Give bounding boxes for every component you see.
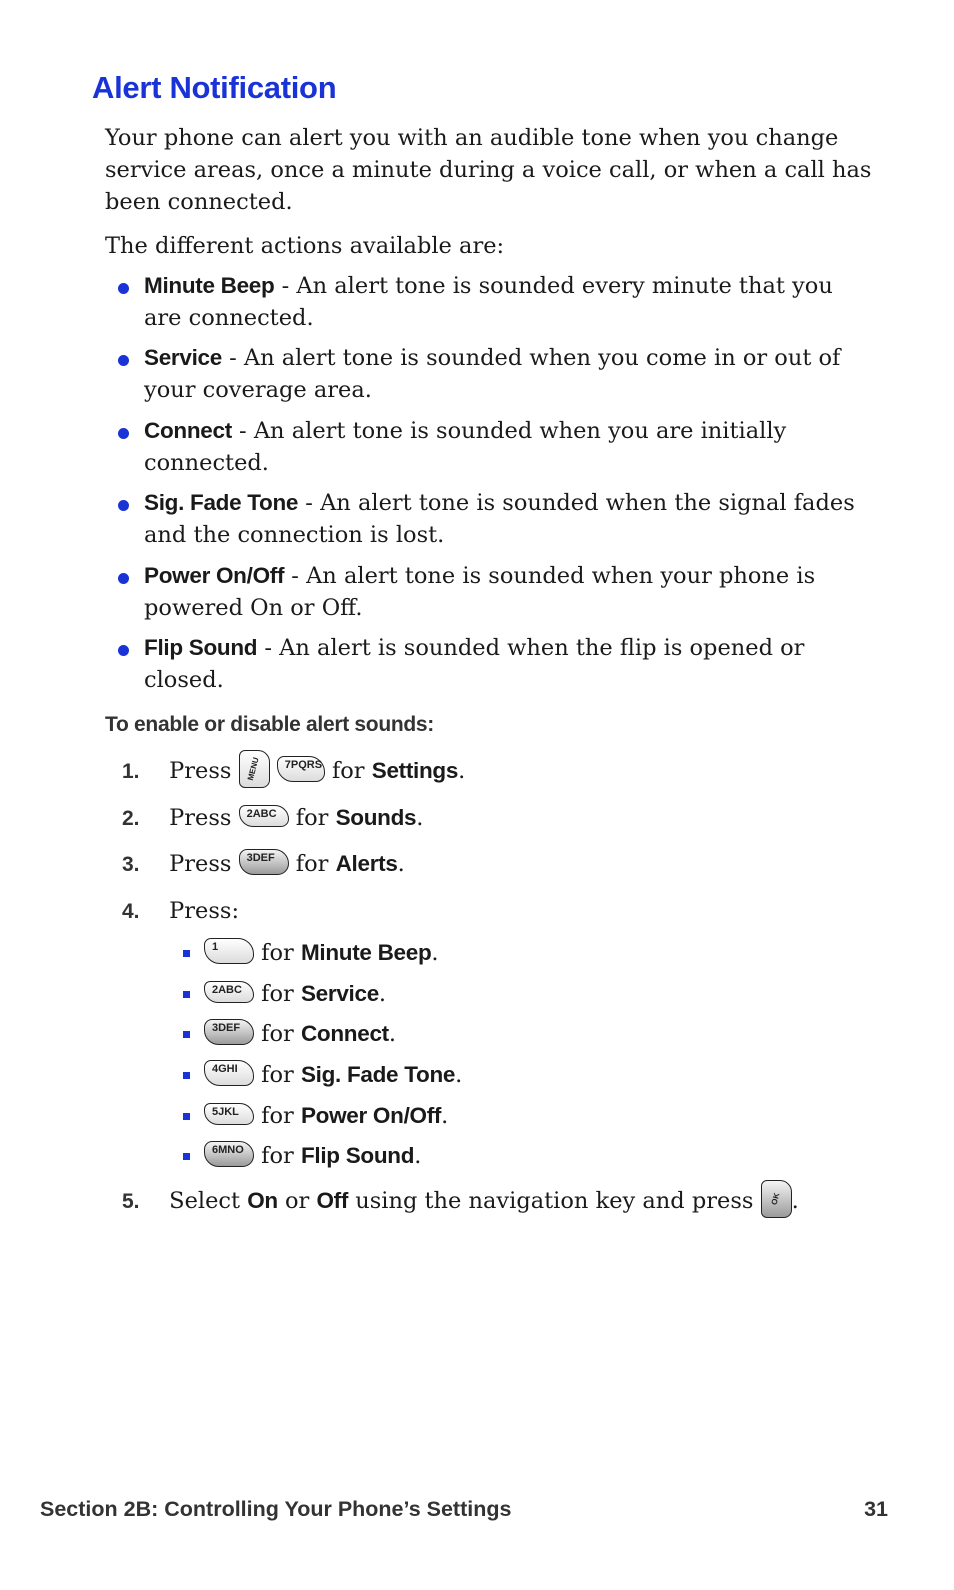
bullet-desc: - An alert is sounded when the flip is opened or closed.	[144, 635, 805, 693]
square-bullet-icon	[183, 1113, 190, 1120]
list-item	[144, 342, 874, 406]
bullet-desc: - An alert tone is sounded when you come in or out of your coverage area.	[144, 345, 841, 403]
option-end: .	[388, 1021, 397, 1047]
bullet-icon	[118, 428, 129, 439]
bullet-desc: - An alert tone is sounded when the signal fades and the connection is lost.	[144, 490, 855, 548]
procedure-heading: To enable or disable alert sounds:	[105, 713, 434, 736]
menu-key-icon	[239, 750, 270, 788]
ok-key-icon	[761, 1180, 792, 1218]
list-item	[144, 415, 874, 479]
option-for: for	[261, 981, 294, 1007]
step-verb: Press	[169, 805, 232, 831]
key-2-icon: 2ABC	[204, 981, 254, 1003]
step-end: .	[416, 805, 424, 831]
option-sig-fade-tone	[183, 1056, 883, 1094]
option-target: Flip Sound	[300, 1143, 415, 1168]
intro-paragraph: Your phone can alert you with an audible tone when you change service areas, once a minute during a voice call, or when a call has been connected.	[105, 125, 872, 215]
bullet-term: Connect	[144, 418, 232, 443]
bullet-icon	[118, 355, 129, 366]
option-for: for	[261, 1062, 294, 1088]
step-3	[122, 842, 882, 886]
step-5	[122, 1179, 882, 1223]
step-1	[122, 749, 882, 793]
option-end: .	[455, 1062, 463, 1088]
step-number: 1.	[122, 760, 140, 783]
key-6-icon: 6MNO	[204, 1141, 254, 1167]
key-3-icon: 3DEF	[204, 1019, 254, 1045]
bullet-desc: - An alert tone is sounded every minute that you are connected.	[144, 273, 833, 331]
step-number: 2.	[122, 807, 140, 830]
option-service	[183, 975, 883, 1013]
bullet-icon	[118, 500, 129, 511]
option-target: Power On/Off	[300, 1103, 442, 1128]
bullet-desc: - An alert tone is sounded when you are initially connected.	[144, 418, 787, 476]
step-4	[122, 889, 882, 933]
option-power-on-off	[183, 1097, 883, 1135]
step-rest: using the navigation key and press	[355, 1188, 754, 1214]
option-target: Sig. Fade Tone	[300, 1062, 456, 1087]
bullet-term: Minute Beep	[144, 273, 275, 298]
step-verb: Press	[169, 758, 232, 784]
bullet-icon	[118, 573, 129, 584]
step-for: for	[295, 851, 329, 877]
option-target: Service	[300, 981, 379, 1006]
option-end: .	[378, 981, 387, 1007]
option-end: .	[414, 1143, 422, 1169]
page-number: 31	[864, 1497, 888, 1521]
key-2-icon: 2ABC	[239, 805, 289, 827]
bullet-term: Flip Sound	[144, 635, 258, 660]
bullet-icon	[118, 283, 129, 294]
list-item	[144, 487, 874, 551]
step-verb: Select	[169, 1188, 241, 1214]
square-bullet-icon	[183, 1153, 190, 1160]
list-item	[144, 270, 874, 334]
actions-intro: The different actions available are:	[105, 233, 505, 259]
list-item	[144, 632, 874, 696]
key-5-icon: 5JKL	[204, 1103, 254, 1125]
option-for: for	[261, 1103, 294, 1129]
step-end: .	[397, 851, 405, 877]
step-option-off: Off	[316, 1188, 349, 1213]
square-bullet-icon	[183, 950, 190, 957]
option-flip-sound	[183, 1137, 883, 1175]
page-title: Alert Notification	[92, 70, 337, 105]
key-4-icon: 4GHI	[204, 1060, 254, 1086]
key-label: OK	[769, 1191, 782, 1206]
step-for: for	[295, 805, 329, 831]
step-option-on: On	[247, 1188, 278, 1213]
option-for: for	[261, 1021, 294, 1047]
square-bullet-icon	[183, 1072, 190, 1079]
bullet-desc: - An alert tone is sounded when your phone is powered On or Off.	[144, 563, 816, 621]
step-number: 5.	[122, 1190, 140, 1213]
square-bullet-icon	[183, 991, 190, 998]
square-bullet-icon	[183, 1031, 190, 1038]
step-number: 4.	[122, 900, 140, 923]
step-for: for	[331, 758, 365, 784]
page-footer	[40, 1497, 888, 1522]
step-end: .	[458, 758, 466, 784]
bullet-term: Service	[144, 345, 222, 370]
option-target: Connect	[300, 1021, 389, 1046]
step-number: 3.	[122, 853, 140, 876]
bullet-term: Sig. Fade Tone	[144, 490, 299, 515]
step-target: Sounds	[335, 805, 417, 830]
option-minute-beep	[183, 934, 883, 972]
key-7-icon: 7PQRS	[277, 756, 325, 782]
option-target: Minute Beep	[300, 940, 432, 965]
section-title: Section 2B: Controlling Your Phone’s Settings	[40, 1497, 512, 1521]
step-2	[122, 796, 882, 840]
option-end: .	[441, 1103, 449, 1129]
step-end: .	[791, 1188, 799, 1214]
option-end: .	[431, 940, 439, 966]
key-label: MENU	[246, 756, 262, 782]
bullet-icon	[118, 645, 129, 656]
option-for: for	[261, 1143, 294, 1169]
step-target: Alerts	[335, 851, 398, 876]
step-or: or	[285, 1188, 310, 1214]
step-verb: Press:	[169, 898, 240, 924]
list-item	[144, 560, 874, 624]
step-target: Settings	[371, 758, 459, 783]
bullet-term: Power On/Off	[144, 563, 285, 588]
option-connect	[183, 1015, 883, 1053]
key-1-icon: 1	[204, 938, 254, 964]
key-3-icon: 3DEF	[239, 849, 289, 875]
option-for: for	[261, 940, 294, 966]
step-verb: Press	[169, 851, 232, 877]
